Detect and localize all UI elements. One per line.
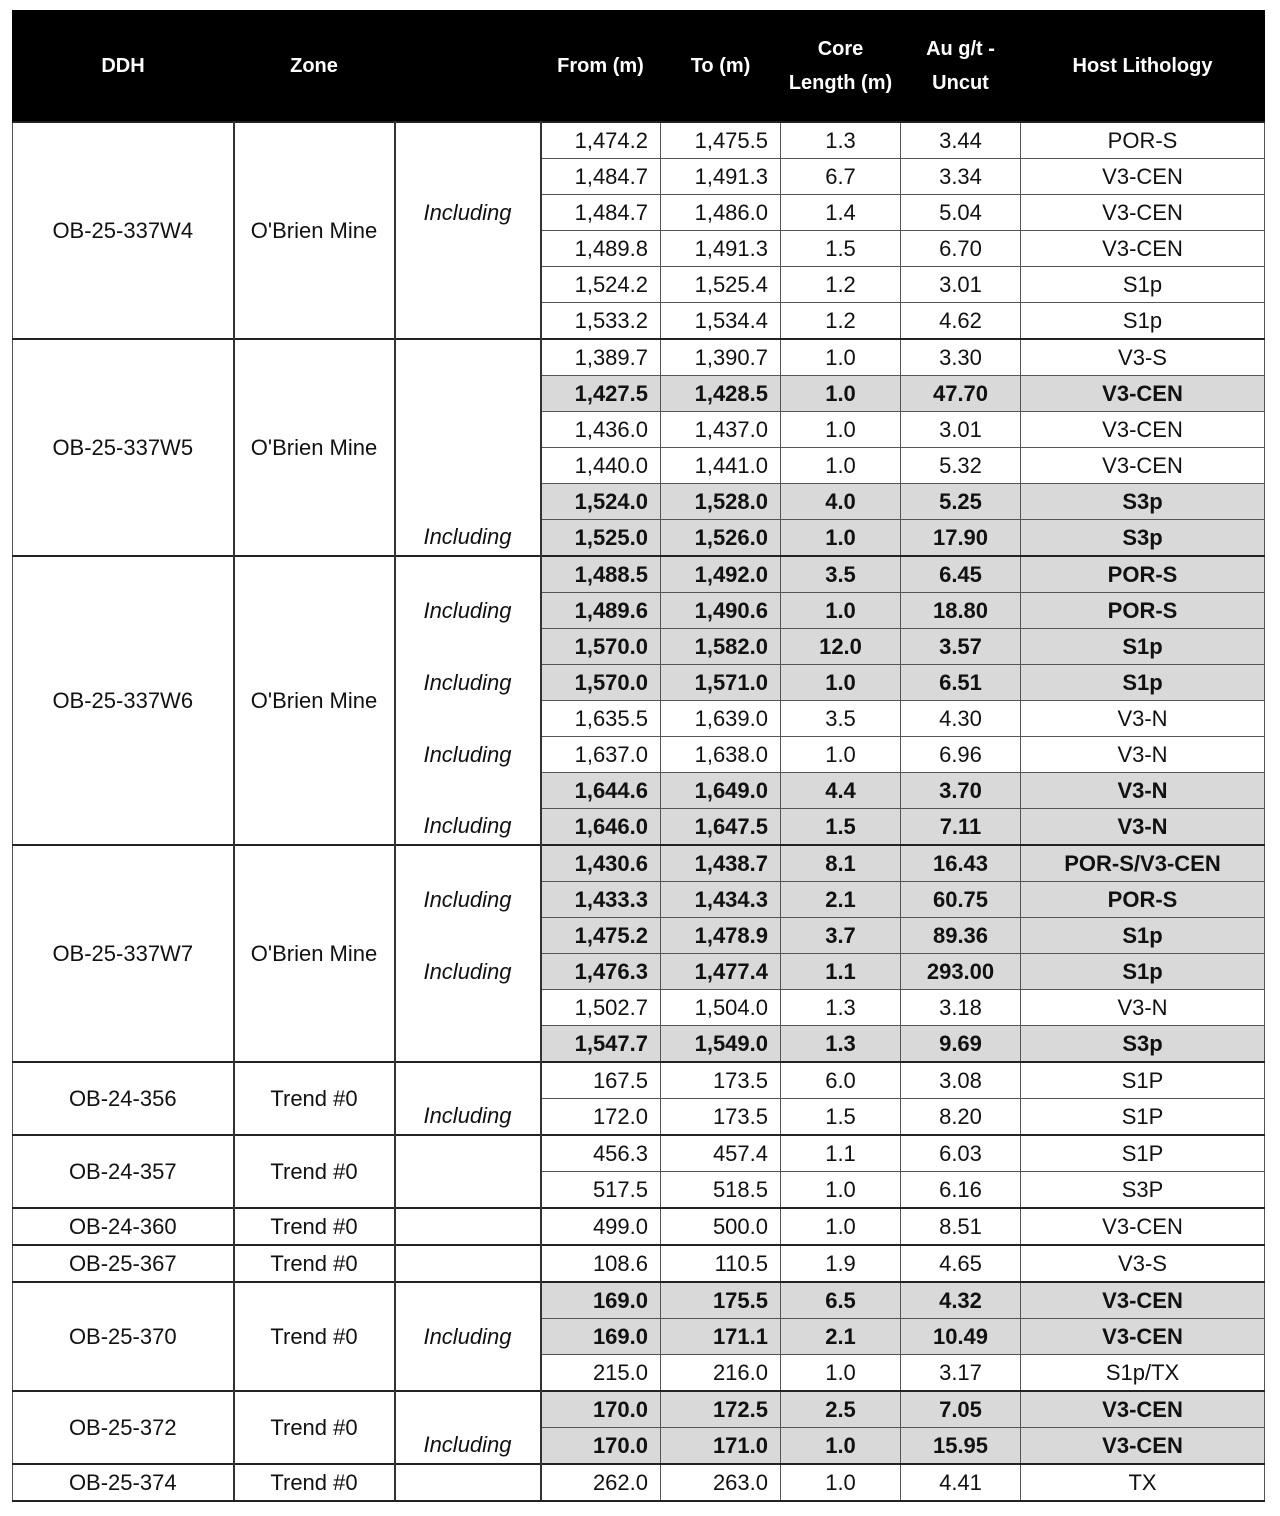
from-cell: 1,570.0 (541, 665, 661, 701)
host-lithology-cell: S1p (1021, 954, 1265, 990)
zone-cell: Trend #0 (234, 1062, 395, 1135)
from-cell: 1,427.5 (541, 376, 661, 412)
host-lithology-cell: TX (1021, 1464, 1265, 1501)
au-cell: 3.08 (901, 1062, 1021, 1099)
ddh-cell: OB-24-356 (13, 1062, 234, 1135)
zone-cell: Trend #0 (234, 1391, 395, 1464)
au-cell: 18.80 (901, 593, 1021, 629)
au-cell: 15.95 (901, 1428, 1021, 1465)
from-cell: 1,475.2 (541, 918, 661, 954)
to-cell: 1,492.0 (661, 556, 781, 593)
core-length-cell: 1.0 (781, 339, 901, 376)
host-lithology-cell: V3-CEN (1021, 231, 1265, 267)
host-lithology-cell: S1p (1021, 918, 1265, 954)
to-cell: 1,571.0 (661, 665, 781, 701)
au-cell: 3.34 (901, 159, 1021, 195)
au-cell: 6.16 (901, 1172, 1021, 1209)
from-cell: 167.5 (541, 1062, 661, 1099)
au-cell: 7.05 (901, 1391, 1021, 1428)
au-cell: 5.04 (901, 195, 1021, 231)
including-cell: Including (395, 1319, 541, 1355)
to-cell: 1,478.9 (661, 918, 781, 954)
ddh-cell: OB-25-337W6 (13, 556, 234, 845)
to-cell: 518.5 (661, 1172, 781, 1209)
from-cell: 1,484.7 (541, 195, 661, 231)
host-lithology-cell: V3-N (1021, 737, 1265, 773)
including-cell (395, 1245, 541, 1282)
core-length-cell: 6.5 (781, 1282, 901, 1319)
to-cell: 1,438.7 (661, 845, 781, 882)
au-cell: 3.18 (901, 990, 1021, 1026)
host-lithology-cell: V3-CEN (1021, 1282, 1265, 1319)
to-cell: 1,490.6 (661, 593, 781, 629)
host-lithology-cell: V3-N (1021, 701, 1265, 737)
core-length-cell: 1.0 (781, 1355, 901, 1392)
zone-cell: Trend #0 (234, 1135, 395, 1208)
host-lithology-cell: V3-S (1021, 339, 1265, 376)
to-cell: 1,491.3 (661, 231, 781, 267)
zone-cell: O'Brien Mine (234, 556, 395, 845)
header-host-lithology: Host Lithology (1021, 11, 1265, 123)
from-cell: 1,644.6 (541, 773, 661, 809)
header-to: To (m) (661, 11, 781, 123)
au-cell: 6.70 (901, 231, 1021, 267)
to-cell: 1,434.3 (661, 882, 781, 918)
table-row (13, 339, 1265, 376)
including-cell (395, 267, 541, 303)
au-cell: 3.30 (901, 339, 1021, 376)
from-cell: 1,484.7 (541, 159, 661, 195)
host-lithology-cell: V3-CEN (1021, 1391, 1265, 1428)
including-cell (395, 1208, 541, 1245)
core-length-cell: 3.5 (781, 701, 901, 737)
to-cell: 1,504.0 (661, 990, 781, 1026)
header-zone: Zone (234, 11, 395, 123)
au-cell: 4.62 (901, 303, 1021, 340)
from-cell: 169.0 (541, 1319, 661, 1355)
to-cell: 1,477.4 (661, 954, 781, 990)
to-cell: 171.1 (661, 1319, 781, 1355)
to-cell: 175.5 (661, 1282, 781, 1319)
including-cell: Including (395, 1428, 541, 1465)
header-core-line1: Core (817, 38, 864, 60)
au-cell: 10.49 (901, 1319, 1021, 1355)
table-row (13, 1464, 1265, 1501)
table-row (13, 1135, 1265, 1172)
table-row (13, 122, 1265, 159)
table-row (13, 1391, 1265, 1428)
from-cell: 169.0 (541, 1282, 661, 1319)
header-au-line2: Uncut (932, 72, 989, 94)
host-lithology-cell: POR-S (1021, 882, 1265, 918)
au-cell: 3.70 (901, 773, 1021, 809)
from-cell: 499.0 (541, 1208, 661, 1245)
au-cell: 17.90 (901, 520, 1021, 557)
core-length-cell: 4.0 (781, 484, 901, 520)
au-cell: 293.00 (901, 954, 1021, 990)
from-cell: 170.0 (541, 1391, 661, 1428)
to-cell: 1,526.0 (661, 520, 781, 557)
au-cell: 8.51 (901, 1208, 1021, 1245)
header-au-line1: Au g/t - (926, 38, 995, 60)
core-length-cell: 1.3 (781, 122, 901, 159)
including-cell (395, 1026, 541, 1063)
core-length-cell: 1.0 (781, 412, 901, 448)
core-length-cell: 1.3 (781, 1026, 901, 1063)
to-cell: 1,638.0 (661, 737, 781, 773)
to-cell: 173.5 (661, 1099, 781, 1136)
core-length-cell: 2.1 (781, 1319, 901, 1355)
including-cell (395, 918, 541, 954)
from-cell: 1,440.0 (541, 448, 661, 484)
header-blank (395, 11, 541, 123)
core-length-cell: 6.7 (781, 159, 901, 195)
from-cell: 1,436.0 (541, 412, 661, 448)
including-cell (395, 231, 541, 267)
zone-cell: O'Brien Mine (234, 845, 395, 1062)
au-cell: 60.75 (901, 882, 1021, 918)
table-row (13, 1282, 1265, 1319)
au-cell: 6.51 (901, 665, 1021, 701)
including-cell: Including (395, 665, 541, 701)
including-cell (395, 122, 541, 159)
core-length-cell: 2.1 (781, 882, 901, 918)
including-cell (395, 773, 541, 809)
host-lithology-cell: V3-CEN (1021, 1428, 1265, 1465)
from-cell: 1,533.2 (541, 303, 661, 340)
host-lithology-cell: S1P (1021, 1135, 1265, 1172)
from-cell: 1,524.0 (541, 484, 661, 520)
to-cell: 1,437.0 (661, 412, 781, 448)
from-cell: 1,570.0 (541, 629, 661, 665)
from-cell: 1,488.5 (541, 556, 661, 593)
drill-results-table (12, 10, 1265, 1502)
host-lithology-cell: S1p (1021, 267, 1265, 303)
to-cell: 1,534.4 (661, 303, 781, 340)
host-lithology-cell: POR-S (1021, 122, 1265, 159)
header-from: From (m) (541, 11, 661, 123)
core-length-cell: 1.5 (781, 231, 901, 267)
core-length-cell: 1.0 (781, 1428, 901, 1465)
core-length-cell: 4.4 (781, 773, 901, 809)
core-length-cell: 1.3 (781, 990, 901, 1026)
including-cell (395, 1172, 541, 1209)
au-cell: 6.45 (901, 556, 1021, 593)
core-length-cell: 1.1 (781, 1135, 901, 1172)
from-cell: 1,489.6 (541, 593, 661, 629)
to-cell: 1,428.5 (661, 376, 781, 412)
zone-cell: O'Brien Mine (234, 122, 395, 339)
core-length-cell: 1.5 (781, 809, 901, 846)
to-cell: 1,528.0 (661, 484, 781, 520)
core-length-cell: 1.0 (781, 1208, 901, 1245)
to-cell: 1,525.4 (661, 267, 781, 303)
host-lithology-cell: V3-CEN (1021, 448, 1265, 484)
to-cell: 263.0 (661, 1464, 781, 1501)
table-row (13, 1245, 1265, 1282)
including-cell: Including (395, 593, 541, 629)
table-row (13, 556, 1265, 593)
header-core-length (781, 11, 901, 123)
host-lithology-cell: S3p (1021, 1026, 1265, 1063)
zone-cell: O'Brien Mine (234, 339, 395, 556)
core-length-cell: 1.0 (781, 1464, 901, 1501)
including-cell (395, 556, 541, 593)
including-cell: Including (395, 737, 541, 773)
core-length-cell: 1.2 (781, 303, 901, 340)
core-length-cell: 1.0 (781, 448, 901, 484)
from-cell: 1,635.5 (541, 701, 661, 737)
au-cell: 89.36 (901, 918, 1021, 954)
au-cell: 3.44 (901, 122, 1021, 159)
host-lithology-cell: V3-N (1021, 773, 1265, 809)
from-cell: 1,524.2 (541, 267, 661, 303)
from-cell: 108.6 (541, 1245, 661, 1282)
header-core-line2: Length (m) (788, 72, 893, 94)
including-cell (395, 845, 541, 882)
to-cell: 1,390.7 (661, 339, 781, 376)
from-cell: 1,547.7 (541, 1026, 661, 1063)
including-cell (395, 376, 541, 412)
host-lithology-cell: V3-CEN (1021, 1208, 1265, 1245)
zone-cell: Trend #0 (234, 1245, 395, 1282)
including-cell (395, 1062, 541, 1099)
from-cell: 170.0 (541, 1428, 661, 1465)
au-cell: 5.25 (901, 484, 1021, 520)
core-length-cell: 1.0 (781, 376, 901, 412)
to-cell: 1,649.0 (661, 773, 781, 809)
host-lithology-cell: S3p (1021, 484, 1265, 520)
to-cell: 171.0 (661, 1428, 781, 1465)
host-lithology-cell: POR-S (1021, 593, 1265, 629)
au-cell: 4.65 (901, 1245, 1021, 1282)
including-cell (395, 1135, 541, 1172)
from-cell: 215.0 (541, 1355, 661, 1392)
including-cell: Including (395, 954, 541, 990)
header-au-uncut (901, 11, 1021, 123)
core-length-cell: 1.0 (781, 737, 901, 773)
host-lithology-cell: V3-CEN (1021, 1319, 1265, 1355)
host-lithology-cell: POR-S (1021, 556, 1265, 593)
core-length-cell: 1.4 (781, 195, 901, 231)
host-lithology-cell: S3P (1021, 1172, 1265, 1209)
table-row (13, 1208, 1265, 1245)
host-lithology-cell: S1P (1021, 1062, 1265, 1099)
including-cell (395, 159, 541, 195)
including-cell: Including (395, 1099, 541, 1136)
core-length-cell: 2.5 (781, 1391, 901, 1428)
ddh-cell: OB-24-360 (13, 1208, 234, 1245)
to-cell: 110.5 (661, 1245, 781, 1282)
zone-cell: Trend #0 (234, 1282, 395, 1391)
to-cell: 1,491.3 (661, 159, 781, 195)
core-length-cell: 1.5 (781, 1099, 901, 1136)
from-cell: 172.0 (541, 1099, 661, 1136)
au-cell: 5.32 (901, 448, 1021, 484)
ddh-cell: OB-25-372 (13, 1391, 234, 1464)
ddh-cell: OB-25-367 (13, 1245, 234, 1282)
including-cell (395, 303, 541, 340)
host-lithology-cell: V3-N (1021, 990, 1265, 1026)
au-cell: 16.43 (901, 845, 1021, 882)
core-length-cell: 3.5 (781, 556, 901, 593)
au-cell: 3.01 (901, 412, 1021, 448)
including-cell (395, 339, 541, 376)
core-length-cell: 12.0 (781, 629, 901, 665)
to-cell: 172.5 (661, 1391, 781, 1428)
from-cell: 1,637.0 (541, 737, 661, 773)
zone-cell: Trend #0 (234, 1208, 395, 1245)
host-lithology-cell: V3-CEN (1021, 376, 1265, 412)
from-cell: 1,389.7 (541, 339, 661, 376)
from-cell: 1,474.2 (541, 122, 661, 159)
host-lithology-cell: V3-CEN (1021, 159, 1265, 195)
au-cell: 3.57 (901, 629, 1021, 665)
host-lithology-cell: S3p (1021, 520, 1265, 557)
including-cell (395, 1282, 541, 1319)
header-ddh: DDH (13, 11, 234, 123)
core-length-cell: 1.0 (781, 593, 901, 629)
host-lithology-cell: S1p (1021, 303, 1265, 340)
including-cell (395, 484, 541, 520)
from-cell: 1,489.8 (541, 231, 661, 267)
header-row (13, 11, 1265, 123)
au-cell: 8.20 (901, 1099, 1021, 1136)
including-cell: Including (395, 520, 541, 557)
from-cell: 1,433.3 (541, 882, 661, 918)
including-cell (395, 990, 541, 1026)
ddh-cell: OB-25-370 (13, 1282, 234, 1391)
ddh-cell: OB-25-337W7 (13, 845, 234, 1062)
including-cell (395, 701, 541, 737)
to-cell: 500.0 (661, 1208, 781, 1245)
including-cell: Including (395, 882, 541, 918)
core-length-cell: 3.7 (781, 918, 901, 954)
to-cell: 1,549.0 (661, 1026, 781, 1063)
to-cell: 1,475.5 (661, 122, 781, 159)
from-cell: 456.3 (541, 1135, 661, 1172)
including-cell (395, 629, 541, 665)
including-cell: Including (395, 195, 541, 231)
au-cell: 4.41 (901, 1464, 1021, 1501)
core-length-cell: 1.0 (781, 520, 901, 557)
zone-cell: Trend #0 (234, 1464, 395, 1501)
from-cell: 262.0 (541, 1464, 661, 1501)
host-lithology-cell: S1p (1021, 629, 1265, 665)
host-lithology-cell: POR-S/V3-CEN (1021, 845, 1265, 882)
table-row (13, 845, 1265, 882)
au-cell: 4.32 (901, 1282, 1021, 1319)
from-cell: 1,646.0 (541, 809, 661, 846)
core-length-cell: 1.1 (781, 954, 901, 990)
ddh-cell: OB-24-357 (13, 1135, 234, 1208)
au-cell: 3.01 (901, 267, 1021, 303)
ddh-cell: OB-25-337W5 (13, 339, 234, 556)
from-cell: 1,476.3 (541, 954, 661, 990)
host-lithology-cell: V3-S (1021, 1245, 1265, 1282)
including-cell: Including (395, 809, 541, 846)
core-length-cell: 1.9 (781, 1245, 901, 1282)
from-cell: 517.5 (541, 1172, 661, 1209)
including-cell (395, 1355, 541, 1392)
au-cell: 6.96 (901, 737, 1021, 773)
au-cell: 6.03 (901, 1135, 1021, 1172)
host-lithology-cell: V3-CEN (1021, 412, 1265, 448)
table-row (13, 1062, 1265, 1099)
ddh-cell: OB-25-374 (13, 1464, 234, 1501)
from-cell: 1,525.0 (541, 520, 661, 557)
core-length-cell: 1.0 (781, 1172, 901, 1209)
to-cell: 173.5 (661, 1062, 781, 1099)
au-cell: 47.70 (901, 376, 1021, 412)
au-cell: 4.30 (901, 701, 1021, 737)
including-cell (395, 412, 541, 448)
to-cell: 1,639.0 (661, 701, 781, 737)
core-length-cell: 8.1 (781, 845, 901, 882)
host-lithology-cell: S1p/TX (1021, 1355, 1265, 1392)
to-cell: 1,647.5 (661, 809, 781, 846)
to-cell: 457.4 (661, 1135, 781, 1172)
host-lithology-cell: V3-CEN (1021, 195, 1265, 231)
to-cell: 1,486.0 (661, 195, 781, 231)
core-length-cell: 6.0 (781, 1062, 901, 1099)
from-cell: 1,430.6 (541, 845, 661, 882)
au-cell: 9.69 (901, 1026, 1021, 1063)
table-body (13, 122, 1265, 1501)
ddh-cell: OB-25-337W4 (13, 122, 234, 339)
including-cell (395, 448, 541, 484)
core-length-cell: 1.0 (781, 665, 901, 701)
including-cell (395, 1464, 541, 1501)
from-cell: 1,502.7 (541, 990, 661, 1026)
to-cell: 1,582.0 (661, 629, 781, 665)
host-lithology-cell: S1p (1021, 665, 1265, 701)
including-cell (395, 1391, 541, 1428)
host-lithology-cell: S1P (1021, 1099, 1265, 1136)
to-cell: 216.0 (661, 1355, 781, 1392)
core-length-cell: 1.2 (781, 267, 901, 303)
au-cell: 7.11 (901, 809, 1021, 846)
au-cell: 3.17 (901, 1355, 1021, 1392)
to-cell: 1,441.0 (661, 448, 781, 484)
host-lithology-cell: V3-N (1021, 809, 1265, 846)
